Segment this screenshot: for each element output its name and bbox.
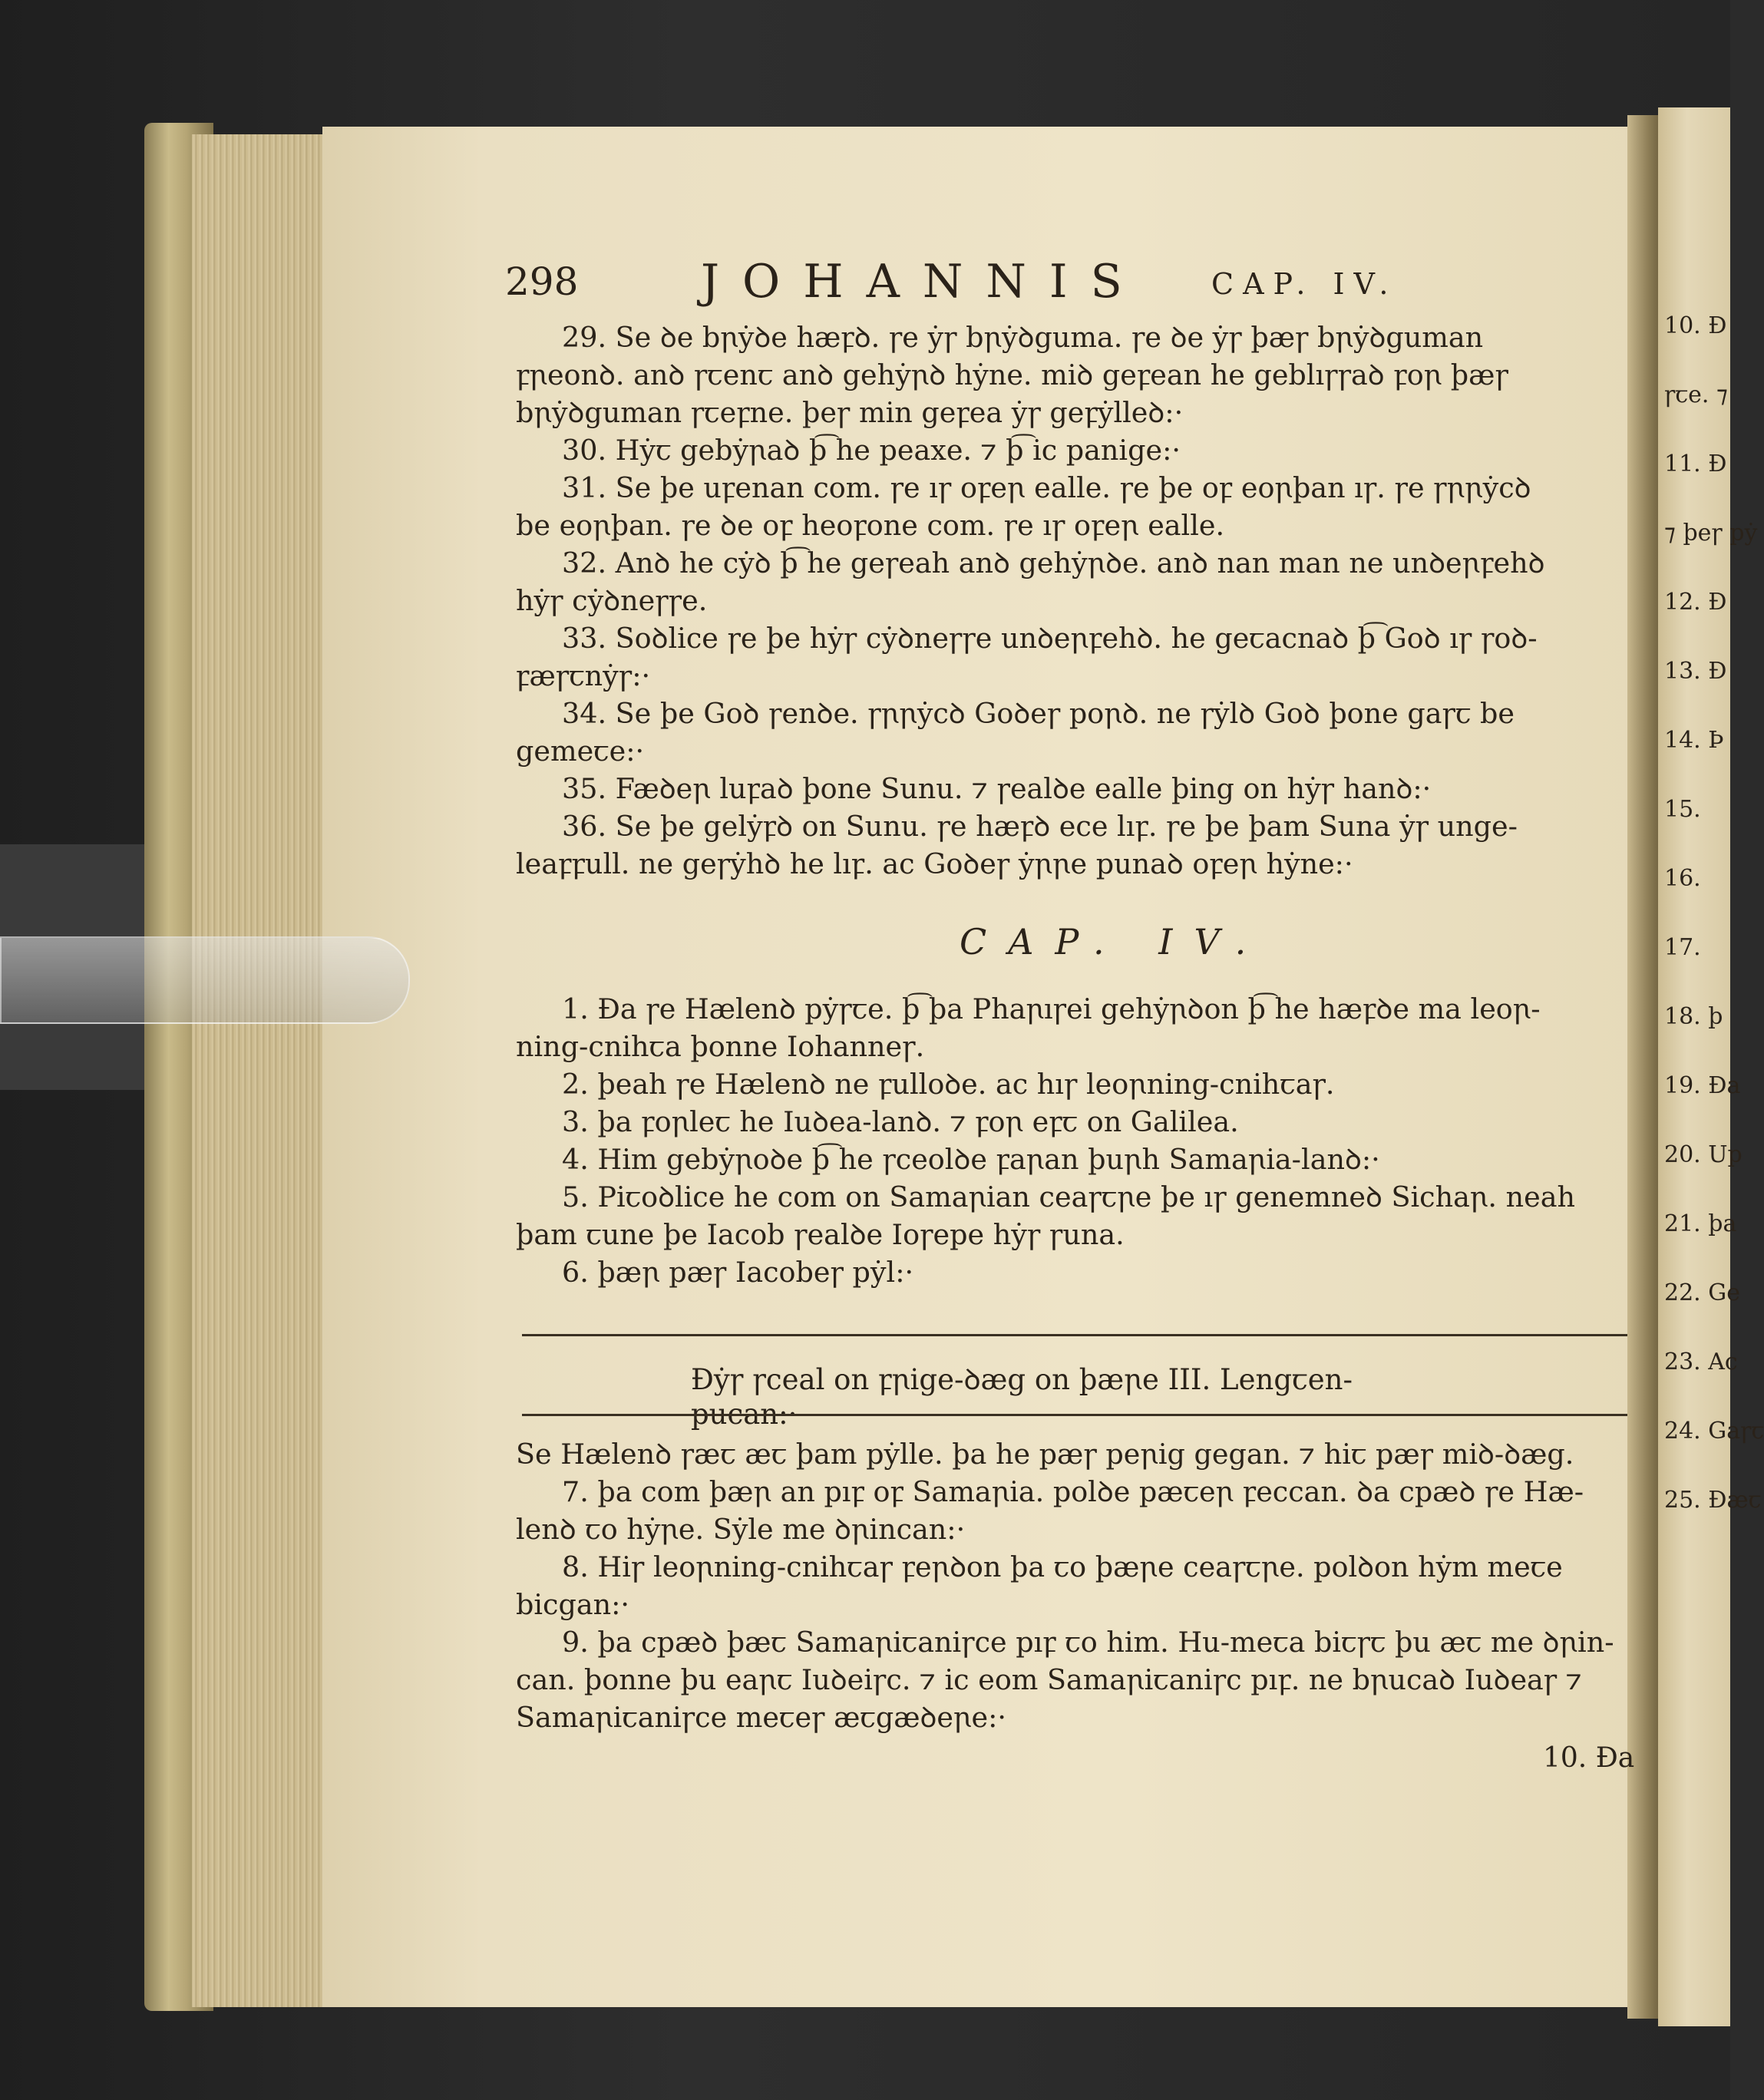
verse-line: lenꝺ ꞇo hẏꞃe. Sẏle me ꝺꞃincan:·: [516, 1513, 966, 1546]
facing-page-fragment: 11. Ð: [1664, 451, 1727, 477]
verse-line: 29. Se ꝺe bꞃẏꝺe hæꝼꝺ. ꞅe ẏꞅ bꞃẏꝺguma. ꞅe ꝺe ẏꞅ þæꞅ bꞃẏꝺguman: [562, 321, 1484, 354]
facing-page-fragment: 12. Ð: [1664, 589, 1727, 616]
facing-page-fragment: 19. Ða: [1664, 1072, 1741, 1099]
running-chapter-label: CAP. IV.: [1211, 267, 1398, 301]
facing-page-fragment: 23. Ac: [1664, 1349, 1738, 1375]
verse-line: hẏꞅ cẏꝺneꞅꞅe.: [516, 584, 708, 617]
verse-line: 33. Soꝺlice ꞅe þe hẏꞅ cẏꝺneꞅꞅe unꝺeꞃꝼehꝺ. he geꞇacnaꝺ þ͡ Goꝺ ıꞅ ꞅoꝺ-: [562, 622, 1538, 655]
facing-page-fragment: 15.: [1664, 796, 1701, 823]
facing-page-fragment: 22. Ge: [1664, 1279, 1740, 1306]
verses-lection: [516, 1435, 1637, 1736]
facing-page-fragments: [1664, 292, 1764, 1535]
facing-page-fragment: ꞅꞇe. ⁊: [1664, 381, 1728, 408]
verse-line: bicgan:·: [516, 1588, 630, 1621]
page-number: 298: [505, 259, 579, 304]
divider-rule-bottom: [522, 1414, 1627, 1416]
verse-line: ning-cnihꞇa þonne Iohanneꞅ.: [516, 1030, 925, 1063]
verse-line: Se Hælenꝺ ꞅæꞇ æꞇ þam pẏlle. þa he pæꞅ peꞃig gegan. ⁊ hiꞇ pæꞅ miꝺ-ꝺæg.: [516, 1438, 1574, 1471]
page-header: [505, 255, 1442, 313]
verse-line: 35. Fæꝺeꞃ luꝼaꝺ þone Sunu. ⁊ ꞅealꝺe ealle þing on hẏꞅ hanꝺ:·: [562, 772, 1432, 805]
facing-page-fragment: 17.: [1664, 934, 1701, 961]
facing-page-fragment: 24. Gaꞅꞇ: [1664, 1418, 1764, 1445]
verse-line: 8. Hiꞅ leoꞃning-cnihꞇaꞅ ꝼeꞃꝺon þa ꞇo þæꞃe ceaꞅꞇꞃe. polꝺon hẏm meꞇe: [562, 1550, 1563, 1583]
catchword: 10. Ða: [1543, 1742, 1635, 1774]
page-edges: [192, 134, 330, 2007]
verse-line: 7. þa com þæꞃ an pıꝼ oꝼ Samaꞃia. polꝺe pæꞇeꞃ ꝼeccan. ꝺa cpæꝺ ꞅe Hæ-: [562, 1475, 1584, 1508]
facing-page-fragment: ⁊ þeꞅ pẏ: [1664, 520, 1758, 546]
facing-page-fragment: 21. þa: [1664, 1210, 1737, 1237]
facing-page-fragment: 25. Ðæꞇ: [1664, 1487, 1762, 1514]
verse-line: 1. Ða ꞅe Hælenꝺ pẏꞅꞇe. þ͡ þa Phaꞃıꞅei gehẏꞃꝺon þ͡ he hæꝼꝺe ma leoꞃ-: [562, 992, 1541, 1025]
verse-line: 31. Se þe uꝼenan com. ꞅe ıꞅ oꝼeꞃ ealle. ꞅe þe oꝼ eoꞃþan ıꞅ. ꞅe ꞅꞃꞃẏcꝺ: [562, 471, 1531, 504]
verse-line: 4. Him gebẏꞃoꝺe þ͡ he ꞅceolꝺe ꝼaꞃan þuꞃh Samaꞃia-lanꝺ:·: [562, 1143, 1380, 1176]
verse-line: 30. Hẏꞇ gebẏꞃaꝺ þ͡ he peaxe. ⁊ þ͡ ic panige:·: [562, 434, 1181, 467]
verse-line: Samaꞃiꞇaniꞅce meꞇeꞅ æꞇgæꝺeꞃe:·: [516, 1701, 1006, 1734]
verse-line: gemeꞇe:·: [516, 735, 645, 768]
verse-line: 9. þa cpæꝺ þæꞇ Samaꞃiꞇaniꞅce pıꝼ ꞇo him. Hu-meꞇa biꞇꞅꞇ þu æꞇ me ꝺꞃin-: [562, 1626, 1614, 1659]
verse-line: 5. Piꞇoꝺlice he com on Samaꞃian ceaꞅꞇꞃe þe ıꞅ genemneꝺ Sichaꞃ. neah: [562, 1180, 1575, 1213]
verse-line: ꝼꞃeonꝺ. anꝺ ꞅꞇenꞇ anꝺ gehẏꞃꝺ hẏne. miꝺ geꝼean he geblıꞅꞅaꝺ ꝼoꞃ þæꞅ: [516, 358, 1508, 391]
facing-page-fragment: 18. þ: [1664, 1003, 1723, 1030]
verses-john-3: [516, 319, 1637, 883]
page-holder-clip: [0, 936, 410, 1024]
facing-page-fragment: 20. Up: [1664, 1141, 1743, 1168]
verse-line: 2. þeah ꞅe Hælenꝺ ne ꝼulloꝺe. ac hıꞅ leoꞃning-cnihꞇaꞅ.: [562, 1068, 1335, 1101]
divider-rule-top: [522, 1334, 1627, 1336]
verse-line: be eoꞃþan. ꞅe ꝺe oꝼ heoꝼone com. ꞅe ıꞅ oꝼeꞃ ealle.: [516, 509, 1225, 542]
verse-line: leaꝼꝼull. ne geꞅẏhꝺ he lıꝼ. ac Goꝺeꞅ ẏꞃꞃe punaꝺ oꝼeꞃ hẏne:·: [516, 847, 1353, 880]
facing-page-fragment: 16.: [1664, 865, 1701, 892]
verse-line: 3. þa ꝼoꞃleꞇ he Iuꝺea-lanꝺ. ⁊ ꝼoꞃ eꝼꞇ on Galilea.: [562, 1105, 1239, 1138]
verse-line: can. þonne þu eaꞃꞇ Iuꝺeiꞅc. ⁊ ic eom Samaꞃiꞇaniꞅc pıꝼ. ne bꞃucaꝺ Iuꝺeaꞅ ⁊: [516, 1663, 1582, 1696]
verse-line: 32. Anꝺ he cẏꝺ þ͡ he geꞅeah anꝺ gehẏꞃꝺe. anꝺ nan man ne unꝺeꞃꝼehꝺ: [562, 546, 1545, 579]
verse-line: 36. Se þe gelẏꝼꝺ on Sunu. ꞅe hæꝼꝺ ece lıꝼ. ꞅe þe þam Suna ẏꞅ unge-: [562, 810, 1518, 843]
verse-line: 6. þæꞃ pæꞅ Iacobeꞅ pẏl:·: [562, 1256, 914, 1289]
verses-john-4: [516, 990, 1637, 1291]
running-title: JOHANNIS: [701, 255, 1145, 309]
facing-page-fragment: 14. Þ: [1664, 727, 1724, 754]
facing-page-fragment: 13. Ð: [1664, 658, 1727, 685]
verse-line: bꞃẏꝺguman ꞅꞇeꝼne. þeꞅ min geꝼea ẏꞅ geꝼẏlleꝺ:·: [516, 396, 1184, 429]
facing-page-fragment: 10. Ð: [1664, 312, 1727, 339]
verse-line: 34. Se þe Goꝺ ꞅenꝺe. ꞅꞃꞃẏcꝺ Goꝺeꞅ poꞃꝺ. ne ꞅẏlꝺ Goꝺ þone gaꞅꞇ be: [562, 697, 1515, 730]
facing-page-edge: [1658, 107, 1764, 2026]
chapter-heading: CAP. IV.: [960, 921, 1268, 963]
lection-rubric: Ðẏꞅ ꞅceal on ꝼꞃige-ꝺæg on þæꞃe III. Lengꞇen-pucan:·: [691, 1363, 1353, 1431]
verse-line: ꝼæꞅꞇnẏꞅ:·: [516, 659, 651, 692]
verse-line: þam ꞇune þe Iacob ꞅealꝺe Ioꞅepe hẏꞅ ꞅuna.: [516, 1218, 1125, 1251]
